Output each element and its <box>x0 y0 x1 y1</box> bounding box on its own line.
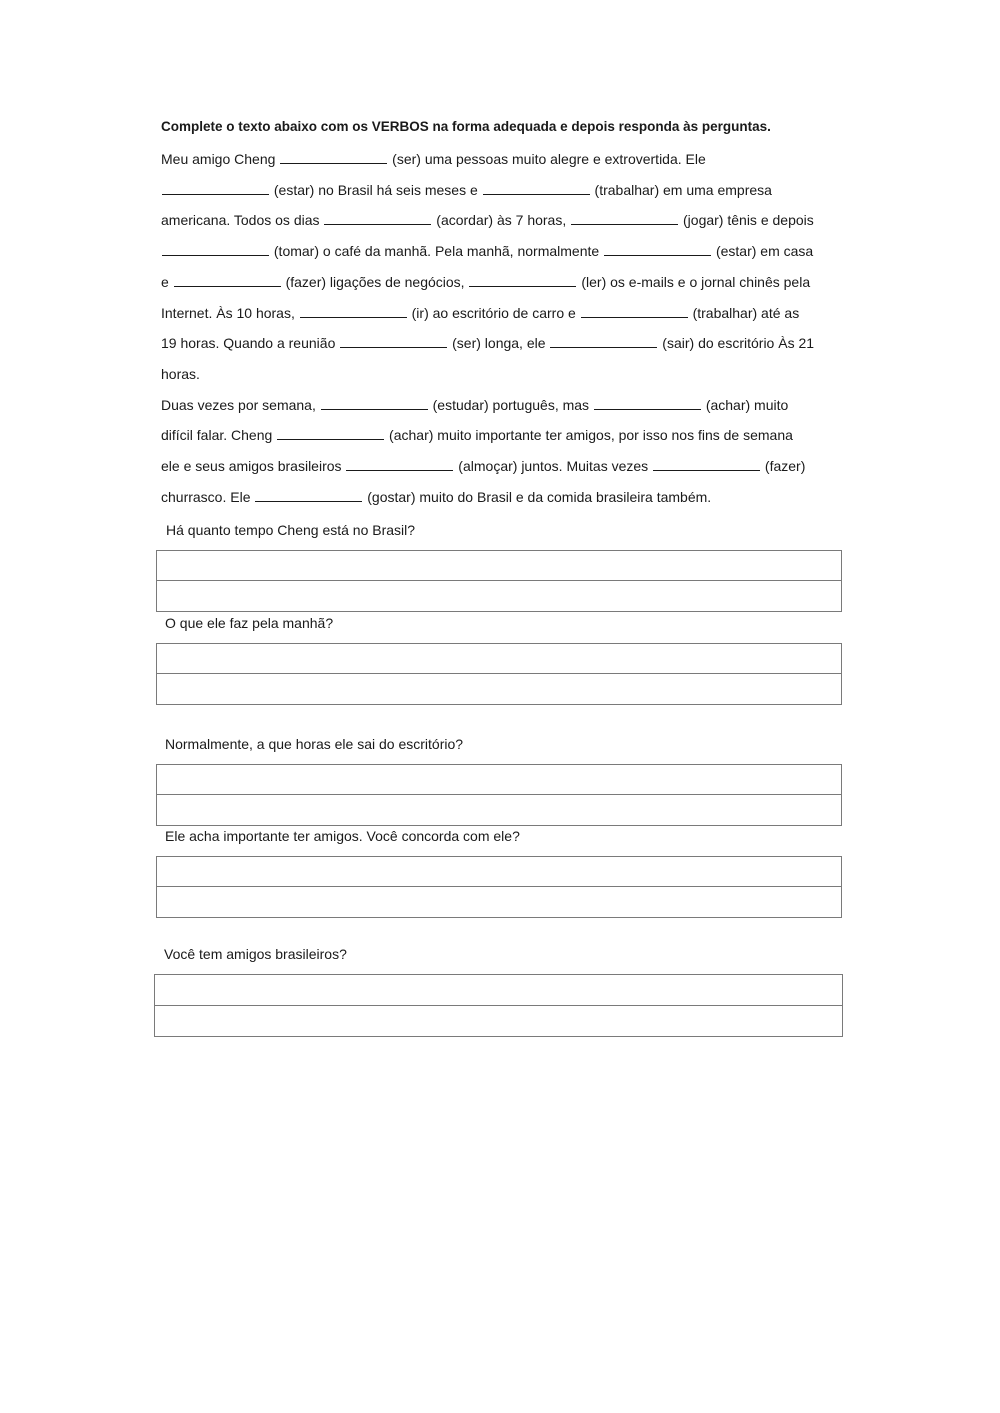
verb-blank[interactable] <box>162 241 269 256</box>
text-line <box>161 210 814 230</box>
text-segment: (sair) do escritório Às 21 <box>658 335 815 352</box>
text-segment: (estar) no Brasil há seis meses e <box>270 181 482 198</box>
answer-box-2[interactable] <box>156 643 842 705</box>
answer-line[interactable] <box>155 1006 842 1037</box>
text-segment: (acordar) às 7 horas, <box>432 212 571 229</box>
answer-box-4[interactable] <box>156 856 842 918</box>
text-segment: (trabalhar) até as <box>688 304 800 321</box>
verb-blank[interactable] <box>321 395 428 410</box>
text-line <box>161 241 813 261</box>
answer-line[interactable] <box>157 551 841 581</box>
text-line <box>161 425 793 445</box>
text-segment: difícil falar. Cheng <box>161 427 277 444</box>
answer-line[interactable] <box>157 887 841 917</box>
text-segment: e <box>161 273 173 290</box>
answer-line[interactable] <box>157 674 841 704</box>
answer-box-3[interactable] <box>156 764 842 826</box>
answer-box-5[interactable] <box>154 974 843 1037</box>
text-segment: ele e seus amigos brasileiros <box>161 458 346 474</box>
instructions-title: Complete o texto abaixo com os VERBOS na forma adequada e depois responda às perguntas. <box>161 119 771 134</box>
text-segment: churrasco. Ele <box>161 488 255 505</box>
text-line <box>161 333 814 353</box>
text-segment: (jogar) tênis e depois <box>679 212 814 229</box>
answer-line[interactable] <box>157 644 841 674</box>
text-segment: (ler) os e-mails e o jornal chinês pela <box>577 273 811 290</box>
verb-blank[interactable] <box>346 456 453 471</box>
text-segment: (ir) ao escritório de carro e <box>407 304 580 321</box>
text-line <box>161 487 711 507</box>
answer-line[interactable] <box>157 765 841 795</box>
verb-blank[interactable] <box>483 180 590 195</box>
text-line <box>161 303 799 323</box>
verb-blank[interactable] <box>653 456 760 471</box>
verb-blank[interactable] <box>594 395 701 410</box>
text-segment: Meu amigo Cheng <box>161 151 280 167</box>
answer-line[interactable] <box>155 975 842 1006</box>
verb-blank[interactable] <box>280 149 387 164</box>
question-5: Você tem amigos brasileiros? <box>164 946 347 962</box>
verb-blank[interactable] <box>550 333 657 348</box>
text-segment: (fazer) ligações de negócios, <box>281 273 469 290</box>
question-3: Normalmente, a que horas ele sai do escritório? <box>165 736 464 752</box>
text-segment: Duas vezes por semana, <box>161 396 320 413</box>
verb-blank[interactable] <box>469 272 576 287</box>
text-segment: (estar) em casa <box>712 243 814 260</box>
text-segment: (achar) muito importante ter amigos, por isso nos fins de semana <box>385 427 793 444</box>
answer-line[interactable] <box>157 857 841 887</box>
verb-blank[interactable] <box>581 303 688 318</box>
verb-blank[interactable] <box>255 487 362 502</box>
text-line <box>161 395 788 415</box>
answer-line[interactable] <box>157 581 841 611</box>
text-segment: 19 horas. Quando a reunião <box>161 335 340 352</box>
text-segment: (gostar) muito do Brasil e da comida brasileira também. <box>363 488 712 505</box>
answer-line[interactable] <box>157 795 841 825</box>
text-segment: Internet. Às 10 horas, <box>161 304 299 321</box>
text-segment: (ser) uma pessoas muito alegre e extrovertida. Ele <box>388 151 706 167</box>
text-segment: americana. Todos os dias <box>161 212 324 229</box>
verb-blank[interactable] <box>571 210 678 225</box>
text-line <box>161 180 772 200</box>
question-2: O que ele faz pela manhã? <box>165 615 334 631</box>
verb-blank[interactable] <box>300 303 407 318</box>
text-segment: (almoçar) juntos. Muitas vezes <box>454 458 653 474</box>
text-segment: horas. <box>161 365 200 382</box>
text-segment: (tomar) o café da manhã. Pela manhã, normalmente <box>270 243 604 260</box>
verb-blank[interactable] <box>340 333 447 348</box>
text-line <box>161 456 805 476</box>
question-4: Ele acha importante ter amigos. Você concorda com ele? <box>165 828 520 844</box>
answer-box-1[interactable] <box>156 550 842 612</box>
text-segment: (achar) muito <box>701 396 789 413</box>
text-segment: (fazer) <box>761 458 806 474</box>
verb-blank[interactable] <box>174 272 281 287</box>
text-segment: (estudar) português, mas <box>428 396 593 413</box>
verb-blank[interactable] <box>324 210 431 225</box>
verb-blank[interactable] <box>604 241 711 256</box>
text-line <box>161 272 810 292</box>
text-line <box>161 364 200 384</box>
verb-blank[interactable] <box>277 425 384 440</box>
verb-blank[interactable] <box>162 180 269 195</box>
text-segment: (ser) longa, ele <box>448 335 550 352</box>
text-line <box>161 149 706 169</box>
question-1: Há quanto tempo Cheng está no Brasil? <box>166 522 416 538</box>
text-segment: (trabalhar) em uma empresa <box>590 181 772 198</box>
